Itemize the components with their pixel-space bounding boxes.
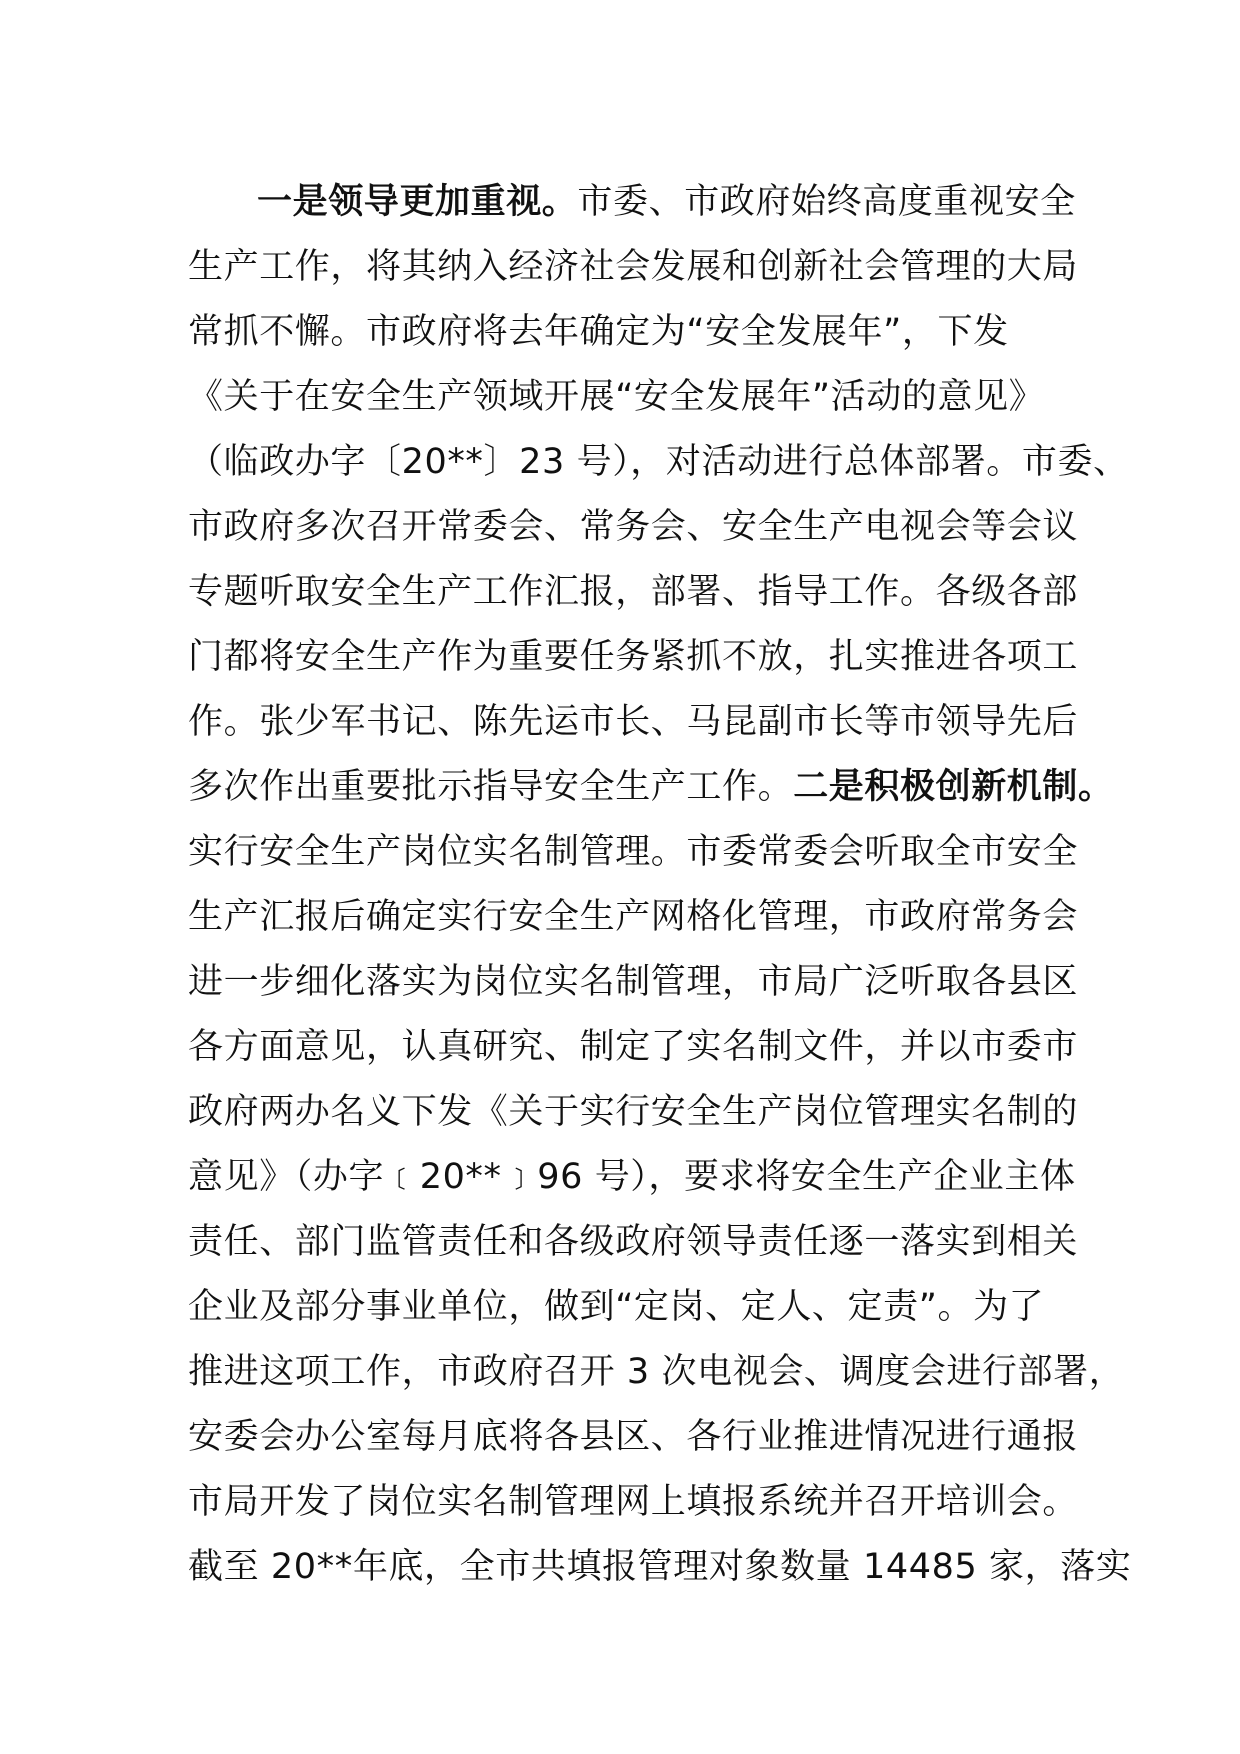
body-text-run: 实行安全生产岗位实名制管理。市委常委会听取全市安全 <box>188 832 1079 872</box>
text-line <box>188 1340 1125 1405</box>
text-line <box>188 1080 1088 1145</box>
body-text-run: 企业及部分事业单位，做到“定岗、定人、定责”。为了 <box>188 1287 1045 1327</box>
text-line <box>188 1470 1088 1535</box>
body-text-run: 进一步细化落实为岗位实名制管理，市局广泛听取各县区 <box>188 962 1079 1002</box>
text-line <box>188 690 1088 755</box>
text-line <box>188 430 1129 495</box>
body-text-run: 常抓不懈。市政府将去年确定为“安全发展年”，下发 <box>188 312 1009 352</box>
body-text-run: 推进这项工作，市政府召开 3 次电视会、调度会进行部署， <box>188 1352 1125 1392</box>
text-line <box>188 560 1088 625</box>
body-text-run: 《关于在安全生产领域开展“安全发展年”活动的意见》 <box>188 377 1045 417</box>
body-text <box>188 170 1132 1600</box>
bold-heading-text: 二是积极创新机制。 <box>793 767 1114 807</box>
text-line <box>188 170 1088 235</box>
body-text-run: 市委、市政府始终高度重视安全 <box>577 182 1076 222</box>
body-text-run: 截至 20**年底，全市共填报管理对象数量 14485 家，落实 <box>188 1547 1132 1587</box>
text-line <box>188 1210 1088 1275</box>
body-text-run: 多次作出重要批示指导安全生产工作。 <box>188 767 794 807</box>
body-text-run: 作。张少军书记、陈先运市长、马昆副市长等市领导先后 <box>188 702 1079 742</box>
body-text-run: 政府两办名义下发《关于实行安全生产岗位管理实名制的 <box>188 1092 1079 1132</box>
text-line <box>188 820 1088 885</box>
text-line <box>188 625 1088 690</box>
bold-heading-text: 一是领导更加重视。 <box>257 182 578 222</box>
text-line <box>188 950 1088 1015</box>
body-text-run: 安委会办公室每月底将各县区、各行业推进情况进行通报 <box>188 1417 1079 1457</box>
body-text-run: （临政办字〔20**〕23 号），对活动进行总体部署。市委、 <box>188 442 1129 482</box>
text-line <box>188 755 1114 820</box>
body-text-run: 责任、部门监管责任和各级政府领导责任逐一落实到相关 <box>188 1222 1079 1262</box>
text-line <box>188 1405 1088 1470</box>
text-line <box>188 300 1088 365</box>
text-line <box>188 1015 1088 1080</box>
text-line <box>188 885 1088 950</box>
body-text-run: 生产汇报后确定实行安全生产网格化管理，市政府常务会 <box>188 897 1079 937</box>
text-line <box>188 235 1088 300</box>
text-line <box>188 1535 1132 1600</box>
body-text-run: 生产工作，将其纳入经济社会发展和创新社会管理的大局 <box>188 247 1079 287</box>
body-text-run: 市政府多次召开常委会、常务会、安全生产电视会等会议 <box>188 507 1079 547</box>
body-text-run: 专题听取安全生产工作汇报，部署、指导工作。各级各部 <box>188 572 1079 612</box>
body-text-run: 意见》（办字﹝20**﹞96 号），要求将安全生产企业主体 <box>188 1157 1076 1197</box>
text-line <box>188 1275 1088 1340</box>
body-text-run: 市局开发了岗位实名制管理网上填报系统并召开培训会。 <box>188 1482 1079 1522</box>
body-text-run: 各方面意见，认真研究、制定了实名制文件，并以市委市 <box>188 1027 1079 1067</box>
text-line <box>188 495 1088 560</box>
body-text-run: 门都将安全生产作为重要任务紧抓不放，扎实推进各项工 <box>188 637 1079 677</box>
text-line <box>188 1145 1088 1210</box>
text-line <box>188 365 1088 430</box>
